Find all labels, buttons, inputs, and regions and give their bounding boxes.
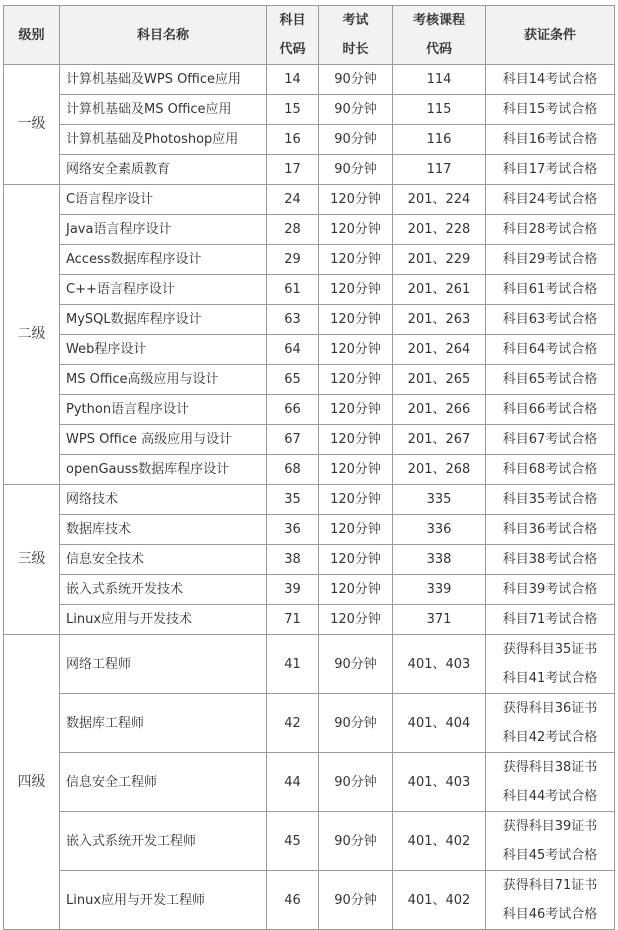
exam-duration-cell: 120分钟 [319, 455, 393, 485]
exam-duration-cell: 90分钟 [319, 812, 393, 871]
header-exam-duration-line1: 考试 [342, 13, 369, 28]
course-code-cell: 201、266 [393, 395, 486, 425]
subject-code-cell: 42 [267, 694, 319, 753]
table-row [4, 485, 615, 515]
condition-line: 科目14考试合格 [502, 72, 598, 87]
header-level: 级别 [4, 6, 60, 65]
course-code-cell: 371 [393, 605, 486, 635]
subject-name-cell: Python语言程序设计 [60, 395, 267, 425]
table-row [4, 575, 615, 605]
subject-code-cell: 65 [267, 365, 319, 395]
certificate-condition-cell [486, 753, 615, 812]
header-exam-duration-line2: 时长 [342, 42, 369, 57]
condition-line: 科目16考试合格 [502, 132, 598, 147]
subject-code-cell: 68 [267, 455, 319, 485]
header-subject-code-line1: 科目 [279, 13, 306, 28]
table-row [4, 545, 615, 575]
header-subject-code [267, 6, 319, 65]
subject-code-cell: 44 [267, 753, 319, 812]
exam-duration-cell: 90分钟 [319, 95, 393, 125]
subject-name-cell: 信息安全工程师 [60, 753, 267, 812]
subject-code-cell: 24 [267, 185, 319, 215]
subject-name-cell: 计算机基础及WPS Office应用 [60, 65, 267, 95]
course-code-cell: 201、263 [393, 305, 486, 335]
subject-name-cell: 网络安全素质教育 [60, 155, 267, 185]
subject-code-cell: 17 [267, 155, 319, 185]
certificate-condition-cell [486, 65, 615, 95]
subject-code-cell: 14 [267, 65, 319, 95]
subject-name-cell: 网络工程师 [60, 635, 267, 694]
subject-name-cell: Java语言程序设计 [60, 215, 267, 245]
condition-line: 获得科目36证书 [502, 701, 598, 716]
certificate-condition-cell [486, 395, 615, 425]
subject-code-cell: 71 [267, 605, 319, 635]
certificate-condition-cell [486, 125, 615, 155]
certificate-condition-cell [486, 305, 615, 335]
course-code-cell: 201、265 [393, 365, 486, 395]
exam-duration-cell: 120分钟 [319, 185, 393, 215]
course-code-cell: 201、268 [393, 455, 486, 485]
condition-line: 获得科目39证书 [502, 819, 598, 834]
subject-name-cell: Linux应用与开发工程师 [60, 871, 267, 930]
certificate-condition-cell [486, 275, 615, 305]
subject-code-cell: 39 [267, 575, 319, 605]
condition-line: 科目44考试合格 [502, 789, 598, 804]
course-code-cell: 401、403 [393, 753, 486, 812]
table-row [4, 305, 615, 335]
header-certificate-condition: 获证条件 [486, 6, 615, 65]
exam-duration-cell: 90分钟 [319, 753, 393, 812]
subject-name-cell: 计算机基础及Photoshop应用 [60, 125, 267, 155]
certificate-condition-cell [486, 812, 615, 871]
subject-name-cell: 嵌入式系统开发技术 [60, 575, 267, 605]
exam-duration-cell: 120分钟 [319, 425, 393, 455]
certificate-condition-cell [486, 605, 615, 635]
table-row [4, 395, 615, 425]
exam-duration-cell: 120分钟 [319, 245, 393, 275]
certificate-condition-cell [486, 425, 615, 455]
exam-duration-cell: 120分钟 [319, 485, 393, 515]
subject-code-cell: 46 [267, 871, 319, 930]
course-code-cell: 336 [393, 515, 486, 545]
subject-name-cell: 数据库技术 [60, 515, 267, 545]
condition-line: 科目68考试合格 [502, 462, 598, 477]
table-row [4, 275, 615, 305]
condition-line: 科目63考试合格 [502, 312, 598, 327]
subject-code-cell: 15 [267, 95, 319, 125]
subject-code-cell: 41 [267, 635, 319, 694]
level-cell: 三级 [4, 485, 60, 635]
table-row [4, 125, 615, 155]
exam-duration-cell: 90分钟 [319, 694, 393, 753]
subject-name-cell: WPS Office 高级应用与设计 [60, 425, 267, 455]
exam-duration-cell: 120分钟 [319, 215, 393, 245]
subject-name-cell: C语言程序设计 [60, 185, 267, 215]
condition-line: 科目71考试合格 [502, 612, 598, 627]
table-row [4, 515, 615, 545]
condition-line: 科目24考试合格 [502, 192, 598, 207]
table-row [4, 245, 615, 275]
subject-code-cell: 66 [267, 395, 319, 425]
subject-name-cell: 网络技术 [60, 485, 267, 515]
subject-name-cell: openGauss数据库程序设计 [60, 455, 267, 485]
header-course-code-line2: 代码 [425, 42, 452, 57]
subject-name-cell: Linux应用与开发技术 [60, 605, 267, 635]
condition-line: 科目66考试合格 [502, 402, 598, 417]
course-code-cell: 116 [393, 125, 486, 155]
table-row [4, 95, 615, 125]
subject-code-cell: 28 [267, 215, 319, 245]
exam-duration-cell: 120分钟 [319, 545, 393, 575]
course-code-cell: 201、224 [393, 185, 486, 215]
certificate-condition-cell [486, 871, 615, 930]
table-row [4, 65, 615, 95]
subject-code-cell: 38 [267, 545, 319, 575]
course-code-cell: 401、402 [393, 871, 486, 930]
table-row [4, 635, 615, 694]
condition-line: 科目64考试合格 [502, 342, 598, 357]
condition-line: 获得科目38证书 [502, 760, 598, 775]
subject-name-cell: 信息安全技术 [60, 545, 267, 575]
exam-duration-cell: 90分钟 [319, 125, 393, 155]
subject-name-cell: C++语言程序设计 [60, 275, 267, 305]
course-code-cell: 401、404 [393, 694, 486, 753]
course-code-cell: 201、228 [393, 215, 486, 245]
table-row [4, 425, 615, 455]
level-cell: 二级 [4, 185, 60, 485]
table-row [4, 812, 615, 871]
header-subject-code-line2: 代码 [279, 42, 306, 57]
course-code-cell: 338 [393, 545, 486, 575]
subject-code-cell: 35 [267, 485, 319, 515]
exam-duration-cell: 120分钟 [319, 305, 393, 335]
exam-duration-cell: 120分钟 [319, 575, 393, 605]
table-row [4, 335, 615, 365]
exam-duration-cell: 120分钟 [319, 275, 393, 305]
certificate-condition-cell [486, 515, 615, 545]
subject-name-cell: MySQL数据库程序设计 [60, 305, 267, 335]
condition-line: 科目67考试合格 [502, 432, 598, 447]
exam-duration-cell: 90分钟 [319, 871, 393, 930]
certificate-condition-cell [486, 215, 615, 245]
condition-line: 科目42考试合格 [502, 730, 598, 745]
header-course-code [393, 6, 486, 65]
exam-duration-cell: 90分钟 [319, 65, 393, 95]
certificate-condition-cell [486, 455, 615, 485]
subject-name-cell: MS Office高级应用与设计 [60, 365, 267, 395]
certificate-condition-cell [486, 694, 615, 753]
certificate-condition-cell [486, 485, 615, 515]
table-body [4, 65, 615, 930]
exam-duration-cell: 120分钟 [319, 515, 393, 545]
condition-line: 科目38考试合格 [502, 552, 598, 567]
course-code-cell: 339 [393, 575, 486, 605]
table-row [4, 753, 615, 812]
condition-line: 科目15考试合格 [502, 102, 598, 117]
course-code-cell: 115 [393, 95, 486, 125]
level-cell: 一级 [4, 65, 60, 185]
course-code-cell: 335 [393, 485, 486, 515]
course-code-cell: 201、229 [393, 245, 486, 275]
subject-name-cell: Access数据库程序设计 [60, 245, 267, 275]
table-row [4, 155, 615, 185]
certificate-condition-cell [486, 155, 615, 185]
condition-line: 获得科目35证书 [502, 642, 598, 657]
subject-code-cell: 67 [267, 425, 319, 455]
exam-duration-cell: 120分钟 [319, 395, 393, 425]
header-subject-name: 科目名称 [60, 6, 267, 65]
subject-code-cell: 16 [267, 125, 319, 155]
course-code-cell: 401、403 [393, 635, 486, 694]
table-row [4, 185, 615, 215]
subject-code-cell: 45 [267, 812, 319, 871]
condition-line: 科目61考试合格 [502, 282, 598, 297]
certificate-condition-cell [486, 185, 615, 215]
condition-line: 科目17考试合格 [502, 162, 598, 177]
certificate-condition-cell [486, 95, 615, 125]
subject-name-cell: 数据库工程师 [60, 694, 267, 753]
course-code-cell: 201、264 [393, 335, 486, 365]
certificate-condition-cell [486, 575, 615, 605]
condition-line: 获得科目71证书 [502, 878, 598, 893]
certificate-condition-cell [486, 635, 615, 694]
table-row [4, 694, 615, 753]
table-row [4, 605, 615, 635]
condition-line: 科目45考试合格 [502, 848, 598, 863]
condition-line: 科目46考试合格 [502, 907, 598, 922]
table-row [4, 455, 615, 485]
exam-duration-cell: 120分钟 [319, 365, 393, 395]
condition-line: 科目39考试合格 [502, 582, 598, 597]
subject-name-cell: 计算机基础及MS Office应用 [60, 95, 267, 125]
table-row [4, 365, 615, 395]
subject-code-cell: 36 [267, 515, 319, 545]
exam-duration-cell: 120分钟 [319, 605, 393, 635]
subject-name-cell: 嵌入式系统开发工程师 [60, 812, 267, 871]
certificate-condition-cell [486, 335, 615, 365]
course-code-cell: 201、261 [393, 275, 486, 305]
level-cell: 四级 [4, 635, 60, 930]
table-header-row [4, 6, 615, 65]
course-code-cell: 114 [393, 65, 486, 95]
table-row [4, 215, 615, 245]
condition-line: 科目35考试合格 [502, 492, 598, 507]
condition-line: 科目41考试合格 [502, 671, 598, 686]
condition-line: 科目29考试合格 [502, 252, 598, 267]
exam-duration-cell: 120分钟 [319, 335, 393, 365]
course-code-cell: 117 [393, 155, 486, 185]
subject-name-cell: Web程序设计 [60, 335, 267, 365]
certificate-condition-cell [486, 365, 615, 395]
course-code-cell: 201、267 [393, 425, 486, 455]
subject-code-cell: 29 [267, 245, 319, 275]
exam-duration-cell: 90分钟 [319, 635, 393, 694]
header-course-code-line1: 考核课程 [412, 13, 465, 28]
subject-code-cell: 63 [267, 305, 319, 335]
header-exam-duration [319, 6, 393, 65]
table-row [4, 871, 615, 930]
condition-line: 科目28考试合格 [502, 222, 598, 237]
subject-code-cell: 64 [267, 335, 319, 365]
subject-code-cell: 61 [267, 275, 319, 305]
certificate-condition-cell [486, 245, 615, 275]
exam-duration-cell: 90分钟 [319, 155, 393, 185]
condition-line: 科目65考试合格 [502, 372, 598, 387]
certificate-condition-cell [486, 545, 615, 575]
exam-subjects-table [3, 5, 615, 930]
course-code-cell: 401、402 [393, 812, 486, 871]
condition-line: 科目36考试合格 [502, 522, 598, 537]
